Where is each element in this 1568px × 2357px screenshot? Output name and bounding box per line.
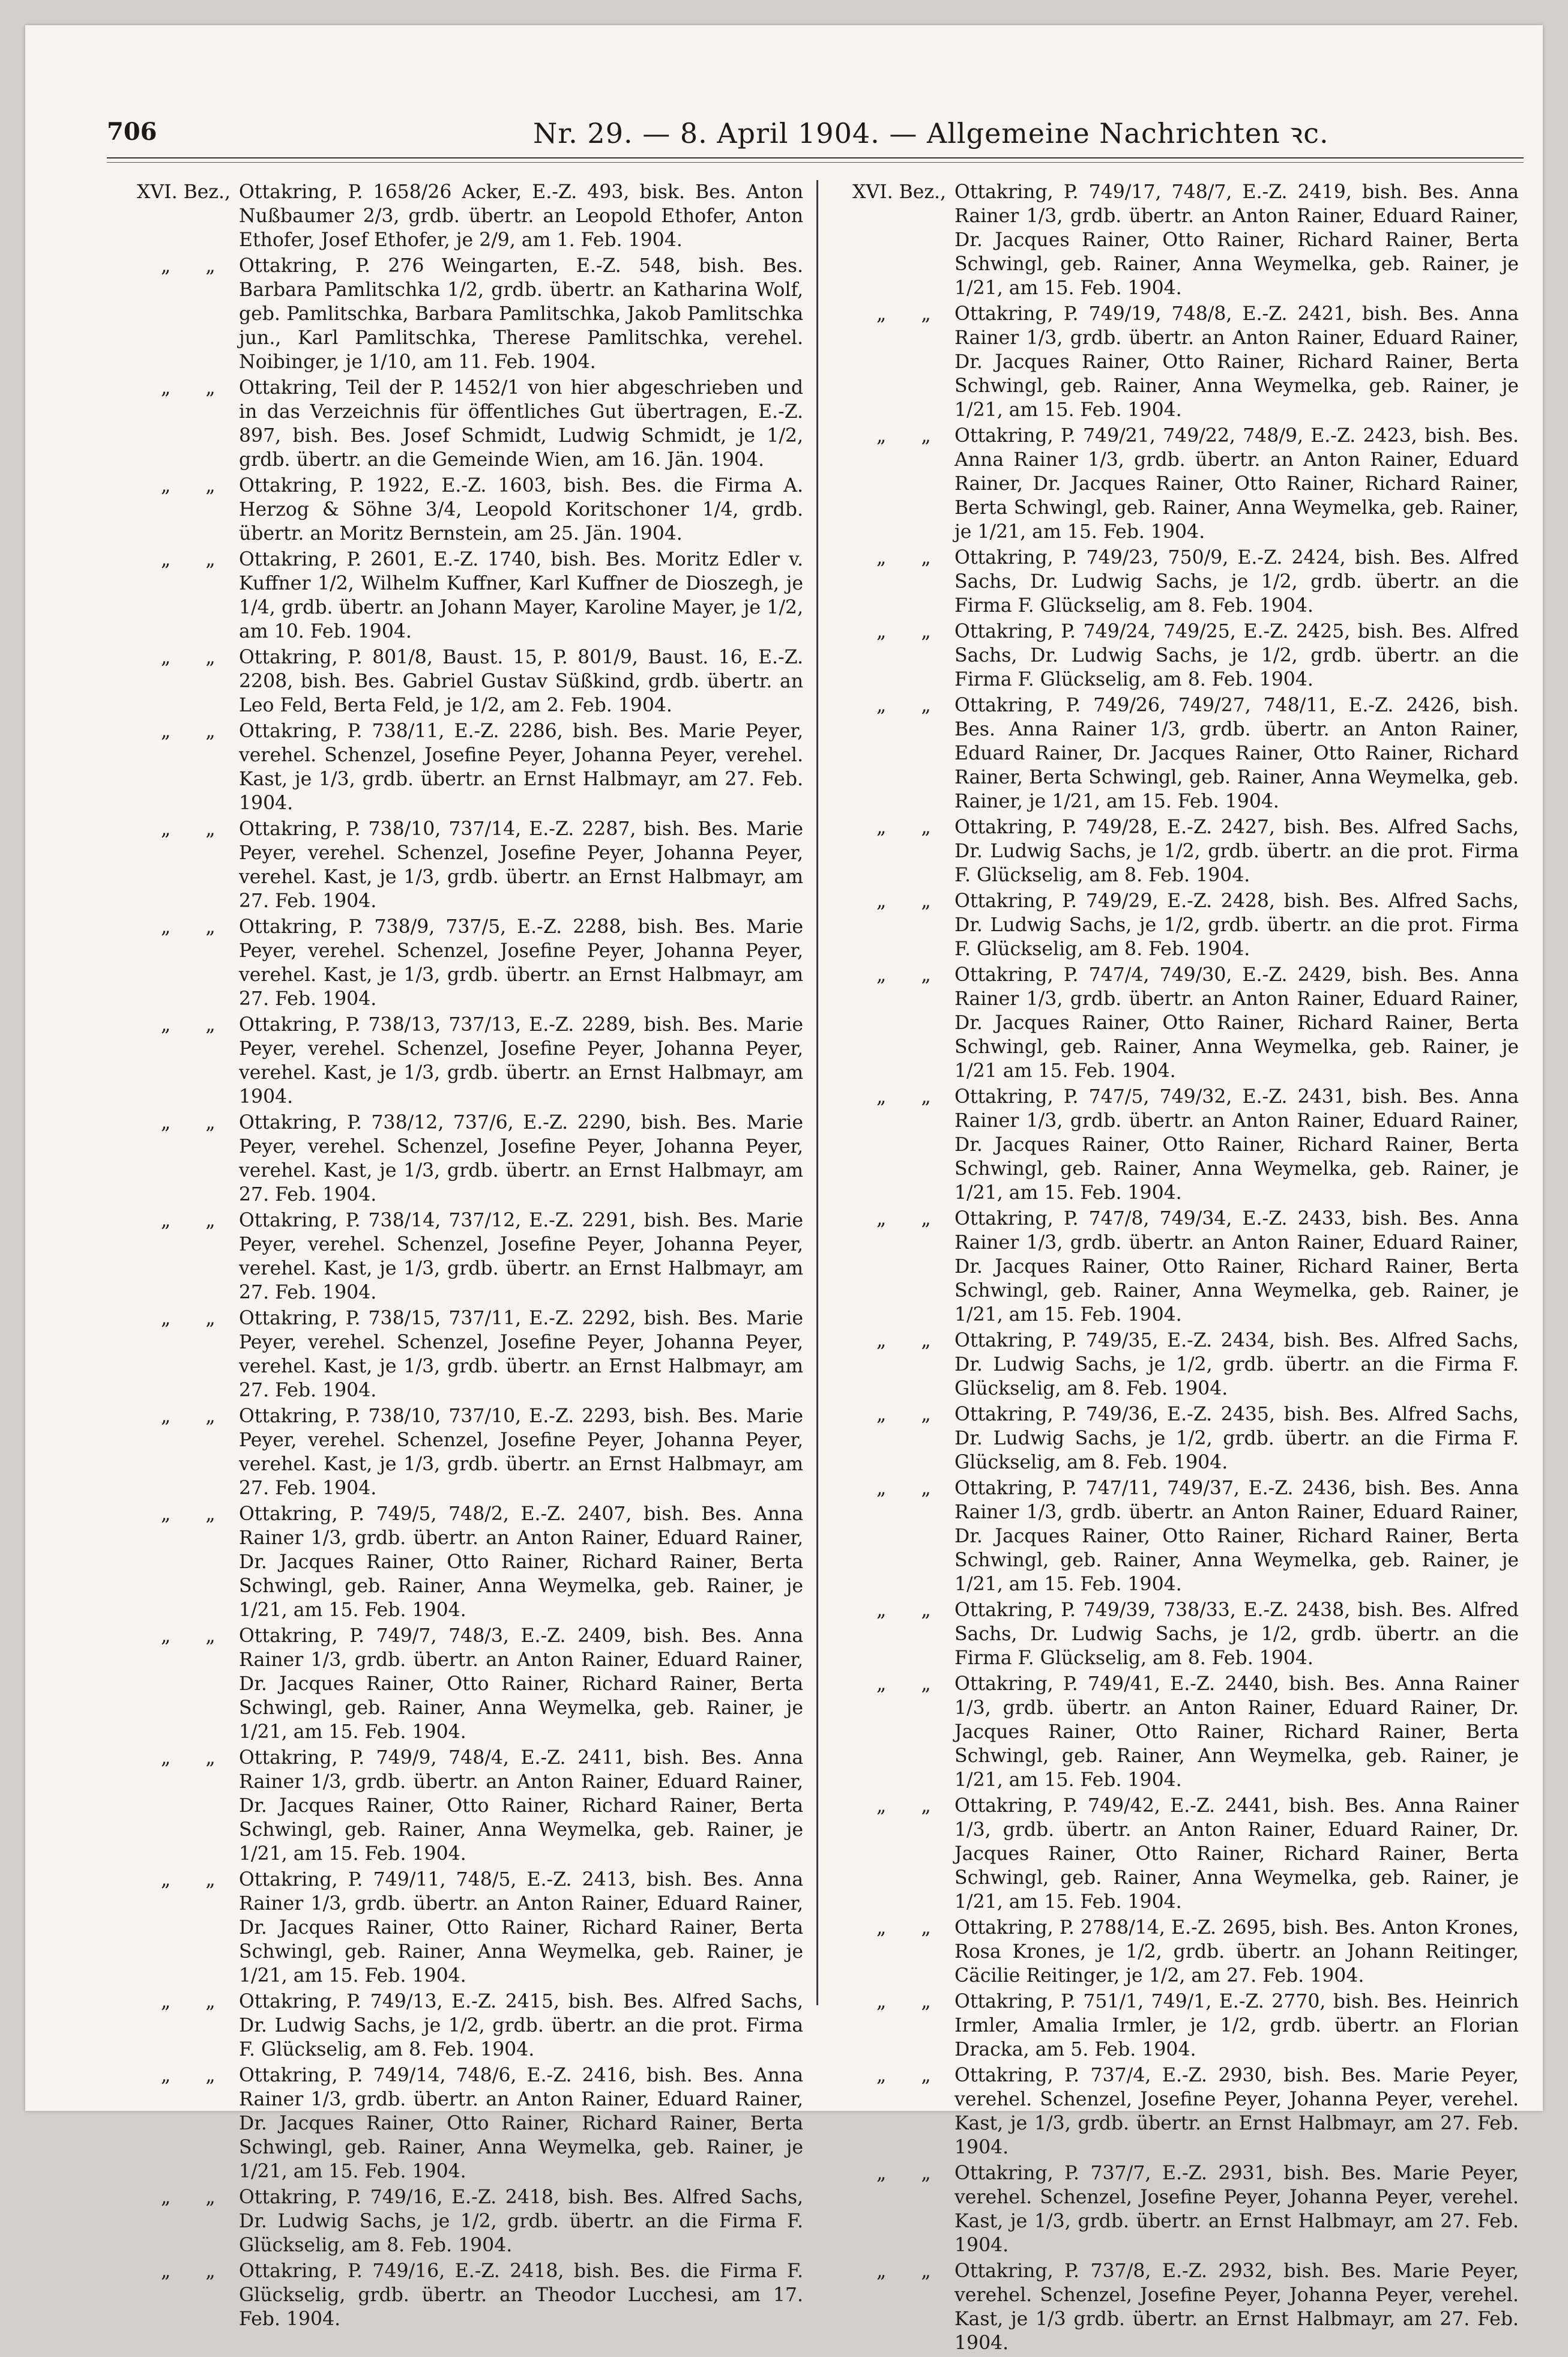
register-entry bbox=[852, 1207, 1519, 1327]
column-divider bbox=[816, 180, 818, 2005]
register-entry bbox=[852, 2259, 1519, 2355]
register-entry bbox=[852, 424, 1519, 544]
register-entry bbox=[852, 963, 1519, 1083]
entry-district-prefix: „ „ bbox=[161, 1503, 230, 1525]
entry-text: Ottakring, P. 749/24, 749/25, E.-Z. 2425, bish. Bes. Alfred Sachs, Dr. Ludwig Sachs, je 1/2, grdb. übertr. an die Firma F. Glückselig, am 8. Feb. 1904. bbox=[954, 621, 1519, 690]
entry-text: Ottakring, P. 801/8, Baust. 15, P. 801/9, Baust. 16, E.-Z. 2208, bish. Bes. Gabriel Gustav Süßkind, grdb. übertr. an Leo Feld, Berta Feld, je 1/2, am 2. Feb. 1904. bbox=[239, 647, 803, 716]
register-entry bbox=[852, 546, 1519, 618]
entry-district-prefix: „ „ bbox=[161, 647, 230, 668]
entry-text: Ottakring, P. 749/5, 748/2, E.-Z. 2407, bish. Bes. Anna Rainer 1/3, grdb. übertr. an Anton Rainer, Eduard Rainer, Dr. Jacques Rainer, Otto Rainer, Richard Rainer, Berta Schwingl, geb. Rainer, Anna Weymelka, geb. Rainer, je 1/21, am 15. Feb. 1904. bbox=[239, 1503, 803, 1621]
entry-district-prefix: „ „ bbox=[161, 1747, 230, 1769]
register-entry bbox=[137, 548, 803, 644]
entry-text: Ottakring, P. 737/7, E.-Z. 2931, bish. Bes. Marie Peyer, verehel. Schenzel, Josefine Peyer, Johanna Peyer, verehel. Kast, je 1/3, grdb. übertr. an Ernst Halbmayr, am 27. Feb. 1904. bbox=[954, 2162, 1519, 2256]
entry-text: Ottakring, P. 276 Weingarten, E.-Z. 548, bish. Bes. Barbara Pamlitschka 1/2, grdb. übertr. an Katharina Wolf, geb. Pamlitschka, Barbara Pamlitschka, Jakob Pamlitschka jun., Karl Pamlitschka, Therese Pamlitschka, verehel. Noibinger, je 1/10, am 11. Feb. 1904. bbox=[239, 255, 803, 373]
entry-district-prefix: „ „ bbox=[161, 1210, 230, 1231]
entry-district-prefix: „ „ bbox=[161, 549, 230, 570]
register-entry bbox=[137, 645, 803, 717]
register-entry bbox=[852, 302, 1519, 422]
entry-text: Ottakring, P. 747/5, 749/32, E.-Z. 2431, bish. Bes. Anna Rainer 1/3, grdb. übertr. an Anton Rainer, Eduard Rainer, Dr. Jacques Rainer, Otto Rainer, Richard Rainer, Berta Schwingl, geb. Rainer, Anna Weymelka, geb. Rainer, je 1/21, am 15. Feb. 1904. bbox=[954, 1086, 1519, 1204]
entry-text: Ottakring, P. 2788/14, E.-Z. 2695, bish. Bes. Anton Krones, Rosa Krones, je 1/2, grdb. übertr. an Johann Reitinger, Cäcilie Reitinger, je 1/2, am 27. Feb. 1904. bbox=[954, 1917, 1519, 1987]
register-entry bbox=[137, 376, 803, 472]
register-entry bbox=[852, 1476, 1519, 1596]
entry-district-prefix: „ „ bbox=[876, 621, 945, 642]
entry-text: Ottakring, P. 749/26, 749/27, 748/11, E.-Z. 2426, bish. Bes. Anna Rainer 1/3, grdb. übertr. an Anton Rainer, Eduard Rainer, Dr. Jacques Rainer, Otto Rainer, Richard Rainer, Berta Schwingl, geb. Rainer, Anna Weymelka, geb. Rainer, je 1/21, am 15. Feb. 1904. bbox=[954, 695, 1519, 812]
entry-district-prefix: „ „ bbox=[161, 475, 230, 496]
entry-district-prefix: „ „ bbox=[876, 1599, 945, 1621]
register-entry bbox=[852, 693, 1519, 813]
entry-district-prefix: „ „ bbox=[876, 964, 945, 986]
entry-district-prefix: „ „ bbox=[161, 818, 230, 840]
register-entry bbox=[137, 817, 803, 913]
entry-district-prefix: „ „ bbox=[876, 2260, 945, 2282]
entry-text: Ottakring, P. 1922, E.-Z. 1603, bish. Bes. die Firma A. Herzog & Söhne 3/4, Leopold Koritschoner 1/4, grdb. übertr. an Moritz Bernstein, am 25. Jän. 1904. bbox=[239, 475, 803, 545]
register-entry bbox=[852, 815, 1519, 887]
register-entry bbox=[137, 254, 803, 374]
entry-district-prefix: „ „ bbox=[161, 1405, 230, 1427]
right-column bbox=[852, 180, 1519, 2357]
entry-district-prefix: „ „ bbox=[161, 916, 230, 938]
entry-text: Ottakring, P. 738/13, 737/13, E.-Z. 2289, bish. Bes. Marie Peyer, verehel. Schenzel, Josefine Peyer, Johanna Peyer, verehel. Kast, je 1/3, grdb. übertr. an Ernst Halbmayr, am 1904. bbox=[239, 1014, 803, 1108]
register-entry bbox=[852, 889, 1519, 961]
register-entry bbox=[137, 719, 803, 815]
entry-text: Ottakring, P. 749/21, 749/22, 748/9, E.-Z. 2423, bish. Bes. Anna Rainer 1/3, grdb. übertr. an Anton Rainer, Eduard Rainer, Dr. Jacques Rainer, Otto Rainer, Richard Rainer, Berta Schwingl, geb. Rainer, Anna Weymelka, geb. Rainer, je 1/21, am 15. Feb. 1904. bbox=[954, 425, 1519, 543]
register-entry bbox=[852, 1672, 1519, 1792]
page-header bbox=[107, 114, 1524, 156]
entry-text: Ottakring, P. 747/4, 749/30, E.-Z. 2429, bish. Bes. Anna Rainer 1/3, grdb. übertr. an Anton Rainer, Eduard Rainer, Dr. Jacques Rainer, Otto Rainer, Richard Rainer, Berta Schwingl, geb. Rainer, Anna Weymelka, geb. Rainer, je 1/21 am 15. Feb. 1904. bbox=[954, 964, 1519, 1082]
entry-text: Ottakring, P. 2601, E.-Z. 1740, bish. Bes. Moritz Edler v. Kuffner 1/2, Wilhelm Kuffner, Karl Kuffner de Dioszegh, je 1/4, grdb. übertr. an Johann Mayer, Karoline Mayer, je 1/2, am 10. Feb. 1904. bbox=[239, 549, 803, 642]
left-column bbox=[137, 180, 803, 2333]
register-entry bbox=[137, 2063, 803, 2183]
register-entry bbox=[137, 180, 803, 252]
register-entry bbox=[852, 1794, 1519, 1914]
entry-district-prefix: „ „ bbox=[876, 695, 945, 716]
entry-text: Ottakring, P. 738/15, 737/11, E.-Z. 2292, bish. Bes. Marie Peyer, verehel. Schenzel, Josefine Peyer, Johanna Peyer, verehel. Kast, je 1/3, grdb. übertr. an Ernst Halbmayr, am 27. Feb. 1904. bbox=[239, 1308, 803, 1401]
register-entry bbox=[137, 1990, 803, 2062]
entry-text: Ottakring, P. 749/28, E.-Z. 2427, bish. Bes. Alfred Sachs, Dr. Ludwig Sachs, je 1/2, grdb. übertr. an die prot. Firma F. Glückselig, am 8. Feb. 1904. bbox=[954, 816, 1519, 886]
entry-text: Ottakring, P. 738/14, 737/12, E.-Z. 2291, bish. Bes. Marie Peyer, verehel. Schenzel, Josefine Peyer, Johanna Peyer, verehel. Kast, je 1/3, grdb. übertr. an Ernst Halbmayr, am 27. Feb. 1904. bbox=[239, 1210, 803, 1303]
entry-text: Ottakring, P. 749/36, E.-Z. 2435, bish. Bes. Alfred Sachs, Dr. Ludwig Sachs, je 1/2, grdb. übertr. an die Firma F. Glückselig, am 8. Feb. 1904. bbox=[954, 1404, 1519, 1473]
entry-district-prefix: „ „ bbox=[876, 425, 945, 447]
register-entry bbox=[137, 2259, 803, 2331]
register-entry bbox=[852, 2161, 1519, 2257]
entry-district-prefix: „ „ bbox=[161, 377, 230, 399]
entry-district-prefix: „ „ bbox=[876, 890, 945, 912]
entry-text: Ottakring, P. 749/39, 738/33, E.-Z. 2438, bish. Bes. Alfred Sachs, Dr. Ludwig Sachs, je 1/2, grdb. übertr. an die Firma F. Glückselig, am 8. Feb. 1904. bbox=[954, 1599, 1519, 1669]
entry-text: Ottakring, P. 749/14, 748/6, E.-Z. 2416, bish. Bes. Anna Rainer 1/3, grdb. übertr. an Anton Rainer, Eduard Rainer, Dr. Jacques Rainer, Otto Rainer, Richard Rainer, Berta Schwingl, geb. Rainer, Anna Weymelka, geb. Rainer, je 1/21, am 15. Feb. 1904. bbox=[239, 2065, 803, 2182]
entry-district-prefix: „ „ bbox=[876, 303, 945, 325]
entry-text: Ottakring, P. 738/10, 737/10, E.-Z. 2293, bish. Bes. Marie Peyer, verehel. Schenzel, Josefine Peyer, Johanna Peyer, verehel. Kast, je 1/3, grdb. übertr. an Ernst Halbmayr, am 27. Feb. 1904. bbox=[239, 1405, 803, 1499]
entry-district-prefix: „ „ bbox=[876, 1795, 945, 1817]
entry-text: Ottakring, P. 749/9, 748/4, E.-Z. 2411, bish. Bes. Anna Rainer 1/3, grdb. übertr. an Anton Rainer, Eduard Rainer, Dr. Jacques Rainer, Otto Rainer, Richard Rainer, Berta Schwingl, geb. Rainer, Anna Weymelka, geb. Rainer, je 1/21, am 15. Feb. 1904. bbox=[239, 1747, 803, 1865]
entry-district-prefix: „ „ bbox=[161, 1869, 230, 1891]
entry-text: Ottakring, P. 738/9, 737/5, E.-Z. 2288, bish. Bes. Marie Peyer, verehel. Schenzel, Josefine Peyer, Johanna Peyer, verehel. Kast, je 1/3, grdb. übertr. an Ernst Halbmayr, am 27. Feb. 1904. bbox=[239, 916, 803, 1010]
register-entry bbox=[852, 1085, 1519, 1205]
entry-district-prefix: „ „ bbox=[161, 1112, 230, 1133]
register-entry bbox=[137, 1746, 803, 1866]
entry-district-prefix: „ „ bbox=[161, 2186, 230, 2208]
entry-text: Ottakring, P. 749/17, 748/7, E.-Z. 2419, bish. Bes. Anna Rainer 1/3, grdb. übertr. an Anton Rainer, Eduard Rainer, Dr. Jacques Rainer, Otto Rainer, Richard Rainer, Berta Schwingl, geb. Rainer, Anna Weymelka, geb. Rainer, je 1/21, am 15. Feb. 1904. bbox=[954, 181, 1519, 299]
entry-district-prefix: „ „ bbox=[876, 1404, 945, 1425]
entry-text: Ottakring, P. 751/1, 749/1, E.-Z. 2770, bish. Bes. Heinrich Irmler, Amalia Irmler, je 1/2, grdb. übertr. an Florian Dracka, am 5. Feb. 1904. bbox=[954, 1991, 1519, 2060]
running-head: Nr. 29. — 8. April 1904. — Allgemeine Nachrichten ꝛc. bbox=[533, 117, 1329, 149]
entry-district-prefix: „ „ bbox=[161, 1625, 230, 1647]
entry-text: Ottakring, P. 749/41, E.-Z. 2440, bish. Bes. Anna Rainer 1/3, grdb. übertr. an Anton Rainer, Eduard Rainer, Dr. Jacques Rainer, Otto Rainer, Richard Rainer, Berta Schwingl, geb. Rainer, Ann Weymelka, geb. Rainer, je 1/21, am 15. Feb. 1904. bbox=[954, 1673, 1519, 1791]
entry-district-prefix: „ „ bbox=[876, 1208, 945, 1230]
entry-district-prefix: „ „ bbox=[876, 2065, 945, 2086]
entry-text: Ottakring, P. 749/23, 750/9, E.-Z. 2424, bish. Bes. Alfred Sachs, Dr. Ludwig Sachs, je 1/2, grdb. übertr. an die Firma F. Glückselig, am 8. Feb. 1904. bbox=[954, 547, 1519, 617]
register-entry bbox=[137, 1624, 803, 1744]
entry-text: Ottakring, P. 749/35, E.-Z. 2434, bish. Bes. Alfred Sachs, Dr. Ludwig Sachs, je 1/2, grdb. übertr. an die Firma F. Glückselig, am 8. Feb. 1904. bbox=[954, 1330, 1519, 1399]
register-entry bbox=[852, 180, 1519, 300]
entry-district-prefix: „ „ bbox=[161, 720, 230, 742]
register-entry bbox=[852, 1990, 1519, 2062]
register-entry bbox=[137, 1111, 803, 1207]
register-entry bbox=[137, 1868, 803, 1988]
register-entry bbox=[852, 2063, 1519, 2159]
entry-district-prefix: „ „ bbox=[161, 255, 230, 277]
entry-text: Ottakring, P. 1658/26 Acker, E.-Z. 493, bisk. Bes. Anton Nußbaumer 2/3, grdb. übertr. an Leopold Ethofer, Anton Ethofer, Josef Ethofer, je 2/9, am 1. Feb. 1904. bbox=[239, 181, 803, 251]
page-number: 706 bbox=[107, 118, 157, 146]
entry-district-prefix: „ „ bbox=[876, 547, 945, 569]
entry-district-prefix: „ „ bbox=[876, 1477, 945, 1499]
entry-district-prefix: XVI. Bez., bbox=[852, 181, 947, 203]
entry-district-prefix: „ „ bbox=[161, 1014, 230, 1036]
register-entry bbox=[137, 1404, 803, 1500]
entry-district-prefix: „ „ bbox=[876, 1917, 945, 1939]
register-entry bbox=[852, 1402, 1519, 1474]
entry-text: Ottakring, P. 749/42, E.-Z. 2441, bish. Bes. Anna Rainer 1/3, grdb. übertr. an Anton Rainer, Eduard Rainer, Dr. Jacques Rainer, Otto Rainer, Richard Rainer, Berta Schwingl, geb. Rainer, Anna Weymelka, geb. Rainer, je 1/21, am 15. Feb. 1904. bbox=[954, 1795, 1519, 1913]
entry-text: Ottakring, P. 747/8, 749/34, E.-Z. 2433, bish. Bes. Anna Rainer 1/3, grdb. übertr. an Anton Rainer, Eduard Rainer, Dr. Jacques Rainer, Otto Rainer, Richard Rainer, Berta Schwingl, geb. Rainer, Anna Weymelka, geb. Rainer, je 1/21, am 15. Feb. 1904. bbox=[954, 1208, 1519, 1326]
entry-text: Ottakring, P. 749/7, 748/3, E.-Z. 2409, bish. Bes. Anna Rainer 1/3, grdb. übertr. an Anton Rainer, Eduard Rainer, Dr. Jacques Rainer, Otto Rainer, Richard Rainer, Berta Schwingl, geb. Rainer, Anna Weymelka, geb. Rainer, je 1/21, am 15. Feb. 1904. bbox=[239, 1625, 803, 1743]
register-entry bbox=[852, 1598, 1519, 1670]
register-entry bbox=[137, 1013, 803, 1109]
register-entry bbox=[137, 1209, 803, 1305]
entry-text: Ottakring, P. 737/4, E.-Z. 2930, bish. Bes. Marie Peyer, verehel. Schenzel, Josefine Peyer, Johanna Peyer, verehel. Kast, je 1/3, grdb. übertr. an Ernst Halbmayr, am 27. Feb. 1904. bbox=[954, 2065, 1519, 2158]
register-entry bbox=[852, 620, 1519, 692]
entry-district-prefix: „ „ bbox=[161, 2065, 230, 2086]
entry-text: Ottakring, P. 738/10, 737/14, E.-Z. 2287, bish. Bes. Marie Peyer, verehel. Schenzel, Josefine Peyer, Johanna Peyer, verehel. Kast, je 1/3, grdb. übertr. an Ernst Halbmayr, am 27. Feb. 1904. bbox=[239, 818, 803, 912]
header-rule bbox=[107, 157, 1524, 163]
register-entry bbox=[137, 2185, 803, 2257]
entry-district-prefix: „ „ bbox=[876, 816, 945, 838]
entry-text: Ottakring, P. 749/19, 748/8, E.-Z. 2421, bish. Bes. Anna Rainer 1/3, grdb. übertr. an Anton Rainer, Eduard Rainer, Dr. Jacques Rainer, Otto Rainer, Richard Rainer, Berta Schwingl, geb. Rainer, Anna Weymelka, geb. Rainer, je 1/21, am 15. Feb. 1904. bbox=[954, 303, 1519, 421]
entry-text: Ottakring, P. 747/11, 749/37, E.-Z. 2436, bish. Bes. Anna Rainer 1/3, grdb. übertr. an Anton Rainer, Eduard Rainer, Dr. Jacques Rainer, Otto Rainer, Richard Rainer, Berta Schwingl, geb. Rainer, Anna Weymelka, geb. Rainer, je 1/21, am 15. Feb. 1904. bbox=[954, 1477, 1519, 1595]
entry-text: Ottakring, P. 738/11, E.-Z. 2286, bish. Bes. Marie Peyer, verehel. Schenzel, Josefine Peyer, Johanna Peyer, verehel. Kast, je 1/3, grdb. übertr. an Ernst Halbmayr, am 27. Feb. 1904. bbox=[239, 720, 803, 814]
entry-district-prefix: „ „ bbox=[161, 1308, 230, 1329]
register-entry bbox=[137, 915, 803, 1011]
entry-text: Ottakring, P. 749/11, 748/5, E.-Z. 2413, bish. Bes. Anna Rainer 1/3, grdb. übertr. an Anton Rainer, Eduard Rainer, Dr. Jacques Rainer, Otto Rainer, Richard Rainer, Berta Schwingl, geb. Rainer, Anna Weymelka, geb. Rainer, je 1/21, am 15. Feb. 1904. bbox=[239, 1869, 803, 1987]
entry-district-prefix: „ „ bbox=[161, 2260, 230, 2282]
entry-district-prefix: „ „ bbox=[876, 1991, 945, 2012]
entry-text: Ottakring, P. 749/16, E.-Z. 2418, bish. Bes. Alfred Sachs, Dr. Ludwig Sachs, je 1/2, grdb. übertr. an die Firma F. Glückselig, am 8. Feb. 1904. bbox=[239, 2186, 803, 2256]
entry-text: Ottakring, P. 738/12, 737/6, E.-Z. 2290, bish. Bes. Marie Peyer, verehel. Schenzel, Josefine Peyer, Johanna Peyer, verehel. Kast, je 1/3, grdb. übertr. an Ernst Halbmayr, am 27. Feb. 1904. bbox=[239, 1112, 803, 1206]
register-entry bbox=[852, 1329, 1519, 1401]
entry-district-prefix: „ „ bbox=[876, 1330, 945, 1351]
entry-text: Ottakring, Teil der P. 1452/1 von hier abgeschrieben und in das Verzeichnis für öffentliches Gut übertragen, E.-Z. 897, bish. Bes. Josef Schmidt, Ludwig Schmidt, je 1/2, grdb. übertr. an die Gemeinde Wien, am 16. Jän. 1904. bbox=[239, 377, 803, 471]
register-entry bbox=[137, 474, 803, 546]
entry-district-prefix: „ „ bbox=[876, 2162, 945, 2184]
register-entry bbox=[137, 1502, 803, 1622]
entry-district-prefix: XVI. Bez., bbox=[137, 181, 231, 203]
entry-text: Ottakring, P. 737/8, E.-Z. 2932, bish. Bes. Marie Peyer, verehel. Schenzel, Josefine Peyer, Johanna Peyer, verehel. Kast, je 1/3 grdb. übertr. an Ernst Halbmayr, am 27. Feb. 1904. bbox=[954, 2260, 1519, 2354]
register-entry bbox=[852, 1916, 1519, 1988]
entry-district-prefix: „ „ bbox=[876, 1673, 945, 1695]
entry-text: Ottakring, P. 749/16, E.-Z. 2418, bish. Bes. die Firma F. Glückselig, grdb. übertr. an Theodor Lucchesi, am 17. Feb. 1904. bbox=[239, 2260, 803, 2330]
register-entry bbox=[137, 1306, 803, 1402]
entry-text: Ottakring, P. 749/29, E.-Z. 2428, bish. Bes. Alfred Sachs, Dr. Ludwig Sachs, je 1/2, grdb. übertr. an die prot. Firma F. Glückselig, am 8. Feb. 1904. bbox=[954, 890, 1519, 960]
entry-text: Ottakring, P. 749/13, E.-Z. 2415, bish. Bes. Alfred Sachs, Dr. Ludwig Sachs, je 1/2, grdb. übertr. an die prot. Firma F. Glückselig, am 8. Feb. 1904. bbox=[239, 1991, 803, 2060]
entry-district-prefix: „ „ bbox=[876, 1086, 945, 1108]
entry-district-prefix: „ „ bbox=[161, 1991, 230, 2012]
